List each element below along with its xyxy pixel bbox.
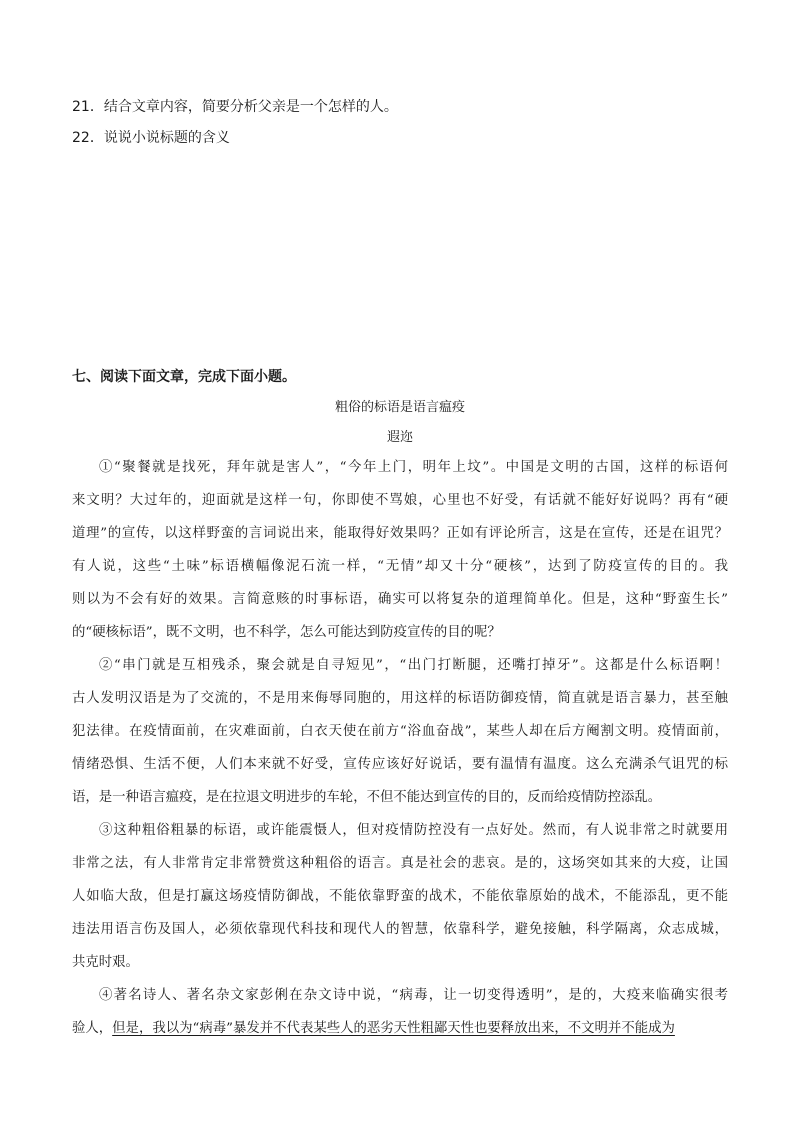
section-heading: 七、阅读下面文章，完成下面小题。 [72,369,296,385]
article-title: 粗俗的标语是语言瘟疫 [334,400,465,415]
paragraph-3-line: 非常之法，有人非常肯定非常赞赏这种粗俗的语言。真是社会的悲哀。是的，这场突如其来的大疫，让国 [72,856,728,871]
paragraph-1-line: 的“硬核标语”，既不文明，也不科学，怎么可能达到防疫宣传的目的呢？ [72,625,501,640]
paragraph-1-line: 有人说，这些“土味”标语横幅像泥石流一样，“无情”却又十分“硬核”，达到了防疫宣传的目的。我 [72,559,728,574]
paragraph-4-line-with-underline [72,1019,728,1039]
paragraph-1-line: ①“聚餐就是找死，拜年就是害人”，“今年上门，明年上坟”。中国是文明的古国，这样的标语何 [99,460,728,475]
paragraph-3-line: 违法用语言伤及国人，必须依靠现代科技和现代人的智慧，依靠科学，避免接触，科学隔离，众志成城， [72,922,728,937]
paragraph-3-line: ③这种粗俗粗暴的标语，或许能震慑人，但对疫情防控没有一点好处。然而，有人说非常之时就要用 [99,823,728,838]
paragraph-2-line: 语，是一种语言瘟疫，是在拉退文明进步的车轮，不但不能达到宣传的目的，反而给疫情防控添乱。 [72,790,662,805]
article-author: 遐迩 [386,430,413,445]
paragraph-1-line: 道理”的宣传，以这样野蛮的言词说出来，能取得好效果吗？正如有评论所言，这是在宣传，还是在诅咒？ [72,526,728,541]
paragraph-4-line: ④著名诗人、著名杂文家彭俐在杂文诗中说，“病毒，让一切变得透明”，是的，大疫来临确实很考 [99,988,728,1003]
paragraph-3-line: 共克时艰。 [72,955,139,970]
paragraph-4-text: 验人， [72,1021,113,1036]
underlined-sentence: 但是，我以为“病毒”暴发并不代表某些人的恶劣天性粗鄙天性也要释放出来，不文明并不能成为 [112,1021,675,1036]
paragraph-1-line: 来文明？大过年的，迎面就是这样一句，你即使不骂娘，心里也不好受，有话就不能好好说吗？再有“硬 [72,493,728,508]
paragraph-2-line: 古人发明汉语是为了交流的，不是用来侮辱同胞的，用这样的标语防御疫情，简直就是语言暴力，甚至触 [72,691,728,706]
paragraph-2-line: ②“串门就是互相残杀，聚会就是自寻短见”，“出门打断腿，还嘴打掉牙”。这都是什么标语啊！ [99,658,728,673]
paragraph-2-line: 犯法律。在疫情面前，在灾难面前，白衣天使在前方“浴血奋战”，某些人却在后方阉割文明。疫情面前， [72,724,728,739]
paragraph-3-line: 人如临大敌，但是打赢这场疫情防御战，不能依靠野蛮的战术，不能依靠原始的战术，不能添乱，更不能 [72,889,728,904]
paragraph-1-line: 则以为不会有好的效果。言简意赅的时事标语，确实可以将复杂的道理简单化。但是，这种“野蛮生长” [72,592,728,607]
question-22: 22．说说小说标题的含义 [72,130,230,146]
question-21: 21．结合文章内容，简要分析父亲是一个怎样的人。 [72,99,398,115]
paragraph-2-line: 情绪恐惧、生活不便，人们本来就不好受，宣传应该好好说话，要有温情有温度。这么充满杀气诅咒的标 [72,757,728,772]
